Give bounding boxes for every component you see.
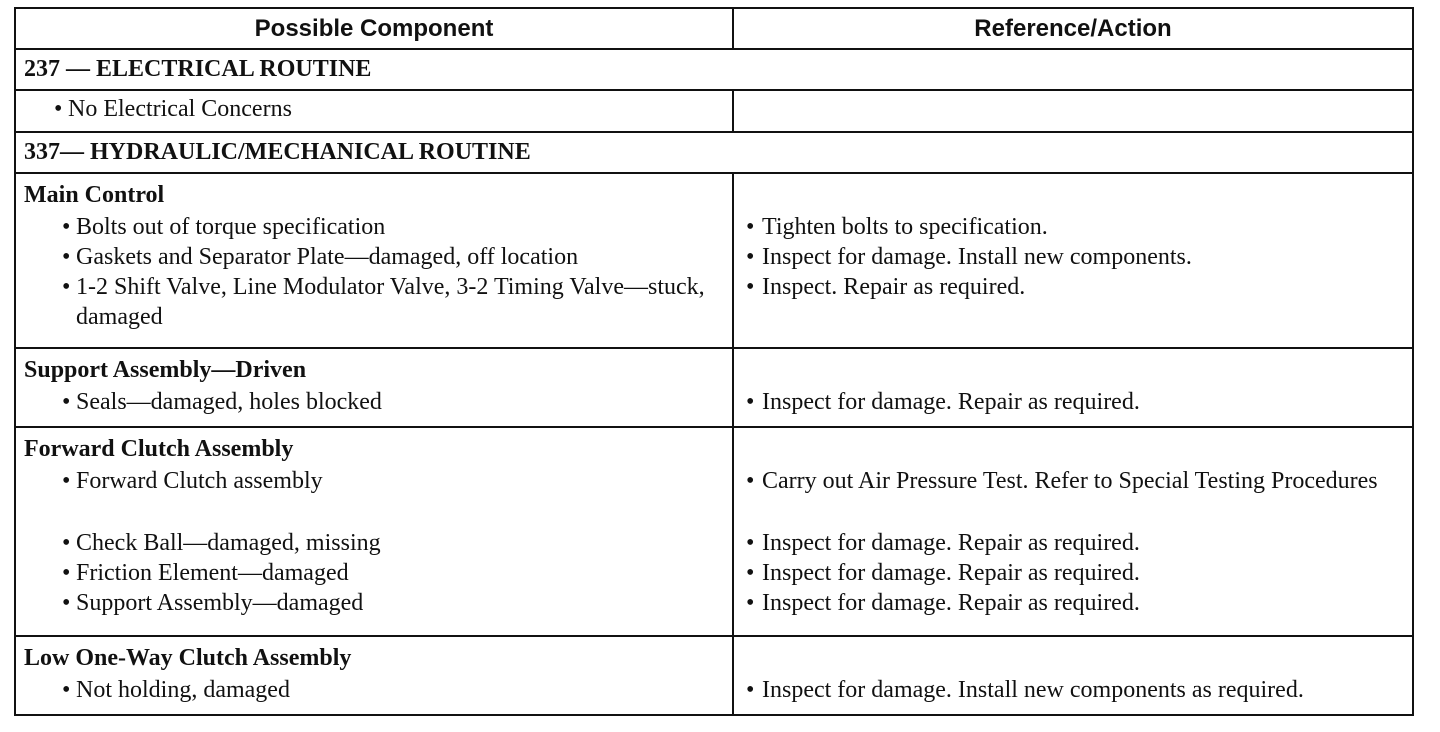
action-cell	[733, 173, 1413, 348]
component-item: • Not holding, damaged	[24, 675, 724, 705]
action-item: • Tighten bolts to specification.	[742, 212, 1404, 242]
group-forward-clutch	[15, 427, 1413, 636]
action-cell	[733, 636, 1413, 715]
group-title: Low One-Way Clutch Assembly	[24, 645, 352, 672]
group-main-control	[15, 173, 1413, 348]
routine-row-hydraulic	[15, 132, 1413, 173]
component-item: • Support Assembly—damaged	[24, 588, 724, 618]
component-cell	[15, 348, 733, 427]
component-item: • Seals—damaged, holes blocked	[24, 387, 724, 417]
group-title: Forward Clutch Assembly	[24, 435, 294, 462]
diagnosis-table	[14, 7, 1414, 716]
header-row	[15, 8, 1413, 49]
action-item: • Carry out Air Pressure Test. Refer to Special Testing Procedures	[742, 466, 1404, 528]
component-item: • Check Ball—damaged, missing	[24, 528, 724, 558]
routine-title-electrical: 237 — ELECTRICAL ROUTINE	[15, 49, 1413, 90]
component-item: • No Electrical Concerns	[16, 91, 732, 127]
action-item: • Inspect for damage. Install new components.	[742, 242, 1404, 272]
component-cell	[15, 90, 733, 132]
component-item: • Forward Clutch assembly	[24, 466, 724, 528]
table-row	[15, 90, 1413, 132]
action-cell	[733, 348, 1413, 427]
action-cell	[733, 427, 1413, 636]
routine-title-hydraulic: 337— HYDRAULIC/MECHANICAL ROUTINE	[15, 132, 1413, 173]
component-item: • Bolts out of torque specification	[24, 212, 724, 242]
group-support-assembly	[15, 348, 1413, 427]
component-cell	[15, 173, 733, 348]
action-item: • Inspect for damage. Install new components as required.	[742, 675, 1404, 705]
component-cell	[15, 427, 733, 636]
component-item: • 1-2 Shift Valve, Line Modulator Valve, 3-2 Timing Valve—stuck, damaged	[24, 272, 724, 332]
action-item: • Inspect for damage. Repair as required.	[742, 387, 1404, 417]
component-cell	[15, 636, 733, 715]
action-item: • Inspect for damage. Repair as required.	[742, 528, 1404, 558]
action-item: • Inspect for damage. Repair as required.	[742, 588, 1404, 618]
action-item: • Inspect for damage. Repair as required.	[742, 558, 1404, 588]
action-cell	[733, 90, 1413, 132]
component-item: • Friction Element—damaged	[24, 558, 724, 588]
routine-row-electrical	[15, 49, 1413, 90]
group-title: Support Assembly—Driven	[24, 356, 307, 383]
header-possible-component: Possible Component	[15, 8, 733, 49]
group-low-oneway-clutch	[15, 636, 1413, 715]
component-item: • Gaskets and Separator Plate—damaged, off location	[24, 242, 724, 272]
group-title: Main Control	[24, 182, 165, 208]
header-reference-action: Reference/Action	[733, 8, 1413, 49]
action-item: • Inspect. Repair as required.	[742, 272, 1404, 302]
